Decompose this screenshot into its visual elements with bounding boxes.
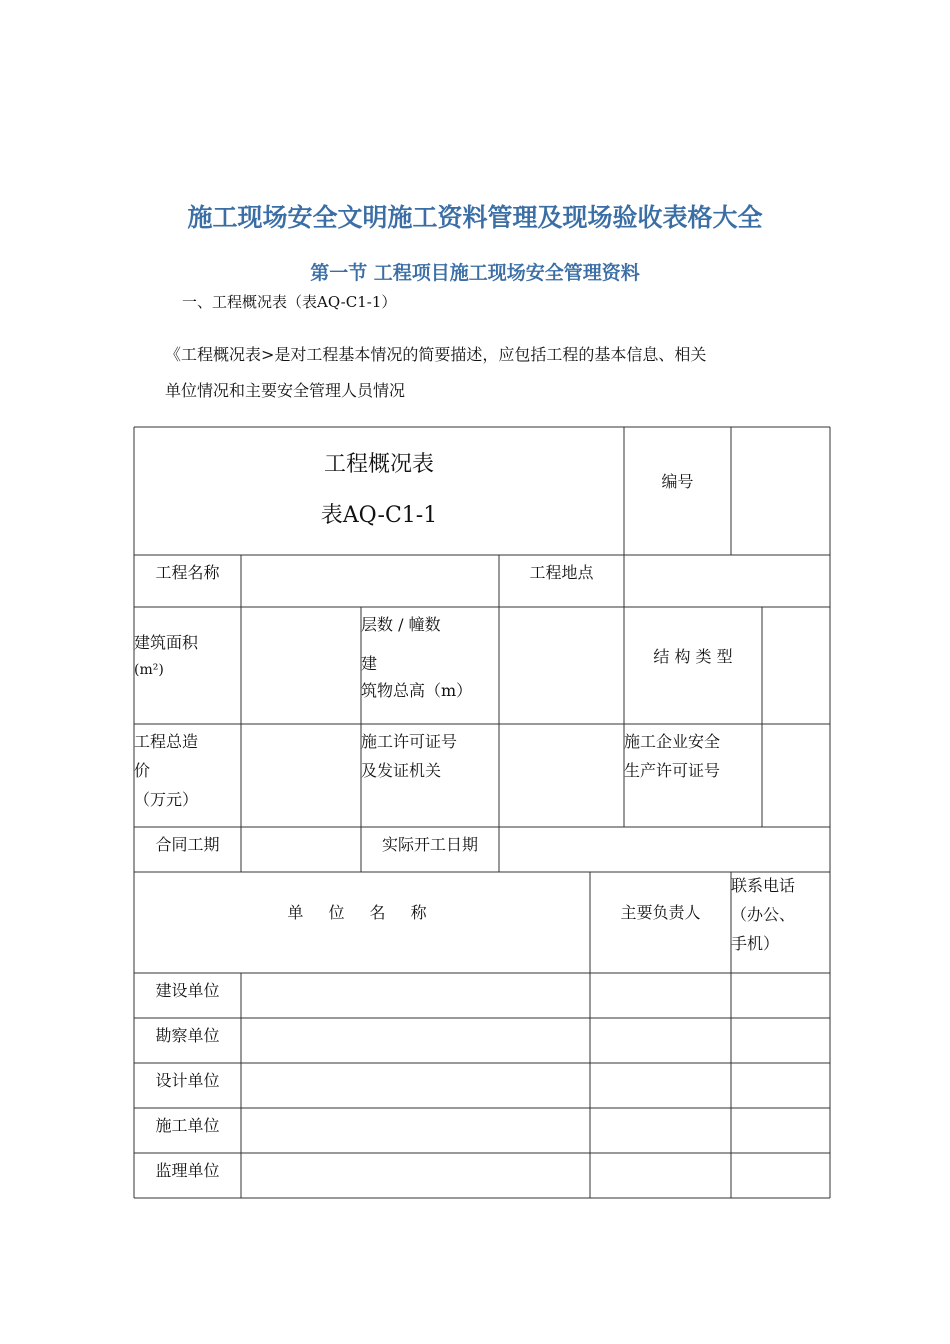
safety-permit-line1: 施工企业安全: [624, 732, 721, 751]
contact-line3: 手机）: [731, 933, 780, 953]
table-title: 工程概况表: [323, 452, 434, 478]
floors-height-label: [361, 607, 499, 724]
contact-header: [731, 872, 830, 973]
height-text-line2: 筑物总高（m）: [361, 681, 473, 701]
unit-name-field[interactable]: [241, 973, 590, 1018]
total-cost-line3: （万元）: [134, 789, 199, 809]
area-unit: (m²): [134, 661, 164, 678]
unit-name-field[interactable]: [241, 1153, 590, 1198]
building-area-text: 建筑面积: [134, 633, 199, 652]
table-header: [134, 427, 624, 555]
total-cost-label: [134, 724, 241, 827]
unit-row-label: 建设单位: [155, 981, 220, 1000]
unit-name-field[interactable]: [241, 1063, 590, 1108]
unit-row-label: 监理单位: [155, 1161, 220, 1180]
unit-row-label: 设计单位: [155, 1071, 220, 1090]
total-cost-line2: 价: [134, 760, 151, 780]
unit-row-label: 施工单位: [155, 1116, 220, 1135]
unit-name-header: 单 位 名 称: [287, 903, 437, 923]
section-title: 第一节 工程项目施工现场安全管理资料: [310, 262, 640, 284]
building-area-label: [134, 607, 241, 724]
main-person-header: 主要负责人: [620, 903, 701, 923]
building-area-field[interactable]: [241, 607, 361, 724]
subsection-heading: 一、工程概况表（表AQ-C1-1）: [182, 293, 397, 311]
unit-name-field[interactable]: [241, 1108, 590, 1153]
intro-paragraph-line-2: 单位情况和主要安全管理人员情况: [165, 381, 406, 400]
number-label: 编号: [661, 471, 694, 491]
total-cost-line1: 工程总造: [134, 732, 199, 751]
actual-start-label: 实际开工日期: [381, 835, 478, 854]
total-cost-field[interactable]: [241, 724, 361, 827]
permit-label: [361, 724, 499, 827]
structure-type-label: 结 构 类 型: [653, 646, 733, 666]
actual-start-field[interactable]: [499, 827, 830, 872]
unit-row-label: 勘察单位: [155, 1026, 220, 1045]
safety-permit-label: [624, 724, 762, 827]
unit-name-field[interactable]: [241, 1018, 590, 1063]
height-text-line1: 建: [361, 654, 378, 674]
permit-line1: 施工许可证号: [361, 732, 458, 751]
floors-height-field[interactable]: [499, 607, 624, 724]
structure-type-field[interactable]: [762, 607, 830, 724]
project-name-label: 工程名称: [155, 563, 220, 582]
safety-permit-field[interactable]: [762, 724, 830, 827]
permit-field[interactable]: [499, 724, 624, 827]
project-location-label: 工程地点: [529, 563, 594, 582]
intro-paragraph-line-1: 《工程概况表>是对工程基本情况的简要描述，应包括工程的基本信息、相关: [165, 345, 707, 364]
safety-permit-line2: 生产许可证号: [624, 760, 721, 780]
contract-period-field[interactable]: [241, 827, 361, 872]
project-name-field[interactable]: [241, 555, 499, 607]
contact-line1: 联系电话: [731, 876, 796, 895]
table-code: 表AQ-C1-1: [320, 503, 438, 528]
contact-line2: （办公、: [731, 904, 796, 924]
permit-line2: 及发证机关: [361, 760, 442, 780]
number-field[interactable]: [731, 427, 830, 555]
project-location-field[interactable]: [624, 555, 830, 607]
contract-period-label: 合同工期: [155, 835, 220, 854]
document-title: 施工现场安全文明施工资料管理及现场验收表格大全: [187, 203, 763, 232]
floors-text: 层数 / 幢数: [361, 615, 441, 634]
